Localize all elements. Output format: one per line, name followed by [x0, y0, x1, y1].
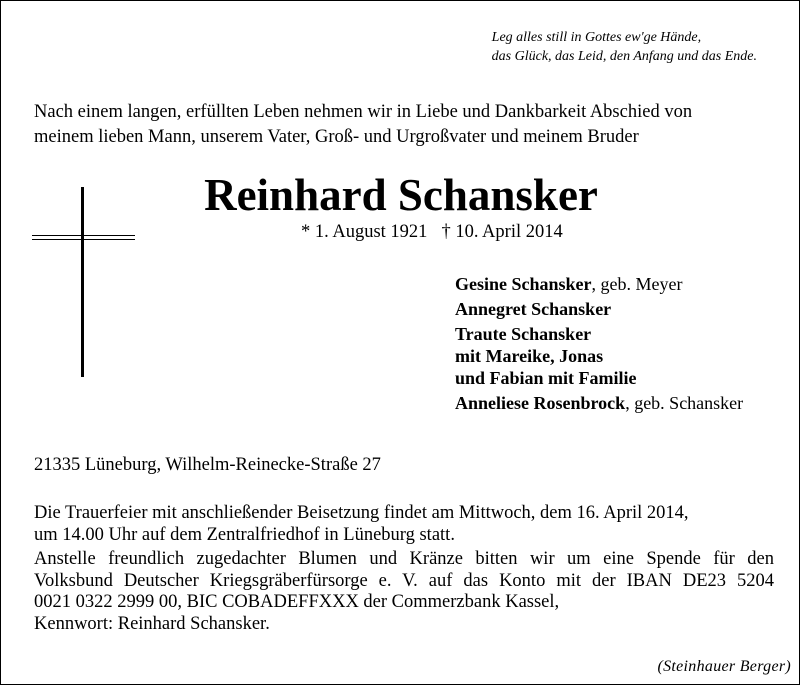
intro-line: meinem lieben Mann, unserem Vater, Groß- und Urgroßvater und meinem Bruder [34, 127, 639, 147]
donation-line: Anstelle freundlich zugedachter Blumen und Kränze bitten wir um eine Spende für den [34, 549, 774, 569]
mourner-name-line: mit Mareike, Jonas [455, 346, 604, 366]
mourner-suffix: , geb. Meyer [591, 274, 683, 294]
mourner-name: Gesine Schansker [455, 274, 592, 294]
donation-line: 0021 0322 2999 00, BIC COBADEFFXXX der Commerzbank Kassel, [34, 592, 560, 612]
motto-line: Leg alles still in Gottes ew'ge Hände, [491, 30, 702, 45]
death-date: † 10. April 2014 [441, 222, 563, 242]
family-address: 21335 Lüneburg, Wilhelm-Reinecke-Straße 27 [34, 455, 381, 475]
mourner-name: Traute Schansker [455, 324, 592, 344]
donation-info [34, 549, 774, 635]
mourner-entry [455, 392, 743, 414]
mourner-entry [455, 323, 743, 389]
mourners-list [455, 273, 743, 417]
motto-line: das Glück, das Leid, den Anfang und das Ende. [491, 49, 757, 64]
mourner-name-line: und Fabian mit Familie [455, 368, 637, 388]
mourner-name: Annegret Schansker [455, 299, 612, 319]
funeral-line: Die Trauerfeier mit anschließender Beisetzung findet am Mittwoch, dem 16. April 2014, [34, 503, 689, 523]
funeral-line: um 14.00 Uhr auf dem Zentralfriedhof in Lüneburg statt. [34, 524, 455, 545]
life-dates [301, 220, 563, 244]
intro-line: Nach einem langen, erfüllten Leben nehmen wir in Liebe und Dankbarkeit Abschied von [34, 102, 693, 122]
mourner-entry [455, 273, 743, 295]
intro-text [34, 100, 774, 150]
birth-date: * 1. August 1921 [301, 222, 428, 242]
funeral-info [34, 503, 774, 546]
mourner-entry [455, 298, 743, 320]
donation-line: Volksbund Deutscher Kriegsgräberfürsorge e. V. auf das Konto mit der IBAN DE23 5204 [34, 570, 774, 591]
stonemason-signature: (Steinhauer Berger) [657, 658, 791, 675]
motto-verse [492, 28, 757, 66]
mourner-suffix: , geb. Schansker [625, 393, 744, 413]
cross-icon-horizontal-bar [32, 235, 135, 240]
deceased-name: Reinhard Schansker [204, 170, 598, 220]
donation-line: Kennwort: Reinhard Schansker. [34, 613, 270, 634]
mourner-name: Anneliese Rosenbrock [455, 393, 626, 413]
